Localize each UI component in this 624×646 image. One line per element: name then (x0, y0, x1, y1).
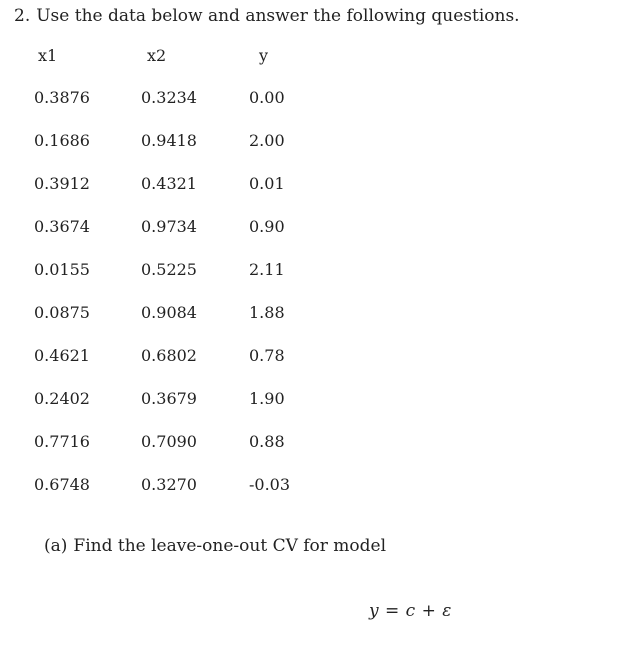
table-header-row (34, 46, 339, 76)
cell-x1: 0.3674 (34, 217, 90, 236)
cell-y: 1.90 (249, 389, 285, 408)
cell-y: 0.01 (249, 174, 285, 193)
cell-x1: 0.1686 (34, 131, 90, 150)
cell-y: 0.00 (249, 88, 285, 107)
cell-x1: 0.4621 (34, 346, 90, 365)
header-y: y (259, 46, 269, 65)
table-row (34, 248, 339, 291)
cell-x2: 0.5225 (141, 260, 197, 279)
cell-x1: 0.3912 (34, 174, 90, 193)
question-number: 2. (14, 6, 31, 26)
table-row (34, 420, 339, 463)
cell-y: 0.88 (249, 432, 285, 451)
cell-x2: 0.7090 (141, 432, 197, 451)
cell-x2: 0.6802 (141, 346, 197, 365)
cell-x1: 0.6748 (34, 475, 90, 494)
cell-x1: 0.0155 (34, 260, 90, 279)
cell-x2: 0.3270 (141, 475, 197, 494)
part-a-label: (a) (44, 536, 68, 556)
cell-x1: 0.2402 (34, 389, 90, 408)
table-row (34, 334, 339, 377)
model-equation: y = c + ε (369, 601, 452, 621)
table-row (34, 463, 339, 506)
table-row (34, 119, 339, 162)
cell-x2: 0.9418 (141, 131, 197, 150)
question-text: Use the data below and answer the following questions. (36, 6, 520, 26)
cell-x2: 0.9084 (141, 303, 197, 322)
question-heading (14, 6, 520, 26)
cell-x2: 0.3234 (141, 88, 197, 107)
data-table (34, 46, 339, 506)
part-a-text: Find the leave-one-out CV for model (73, 536, 387, 556)
cell-y: 2.11 (249, 260, 285, 279)
cell-x2: 0.3679 (141, 389, 197, 408)
header-x1: x1 (38, 46, 58, 65)
cell-x1: 0.0875 (34, 303, 90, 322)
cell-y: 0.90 (249, 217, 285, 236)
cell-y: 1.88 (249, 303, 285, 322)
cell-x1: 0.7716 (34, 432, 90, 451)
table-row (34, 291, 339, 334)
cell-x2: 0.9734 (141, 217, 197, 236)
part-a (44, 536, 386, 556)
table-row (34, 205, 339, 248)
cell-x2: 0.4321 (141, 174, 197, 193)
cell-y: 2.00 (249, 131, 285, 150)
cell-x1: 0.3876 (34, 88, 90, 107)
table-row (34, 162, 339, 205)
header-x2: x2 (147, 46, 167, 65)
cell-y: 0.78 (249, 346, 285, 365)
table-row (34, 377, 339, 420)
table-row (34, 76, 339, 119)
cell-y: -0.03 (249, 475, 291, 494)
